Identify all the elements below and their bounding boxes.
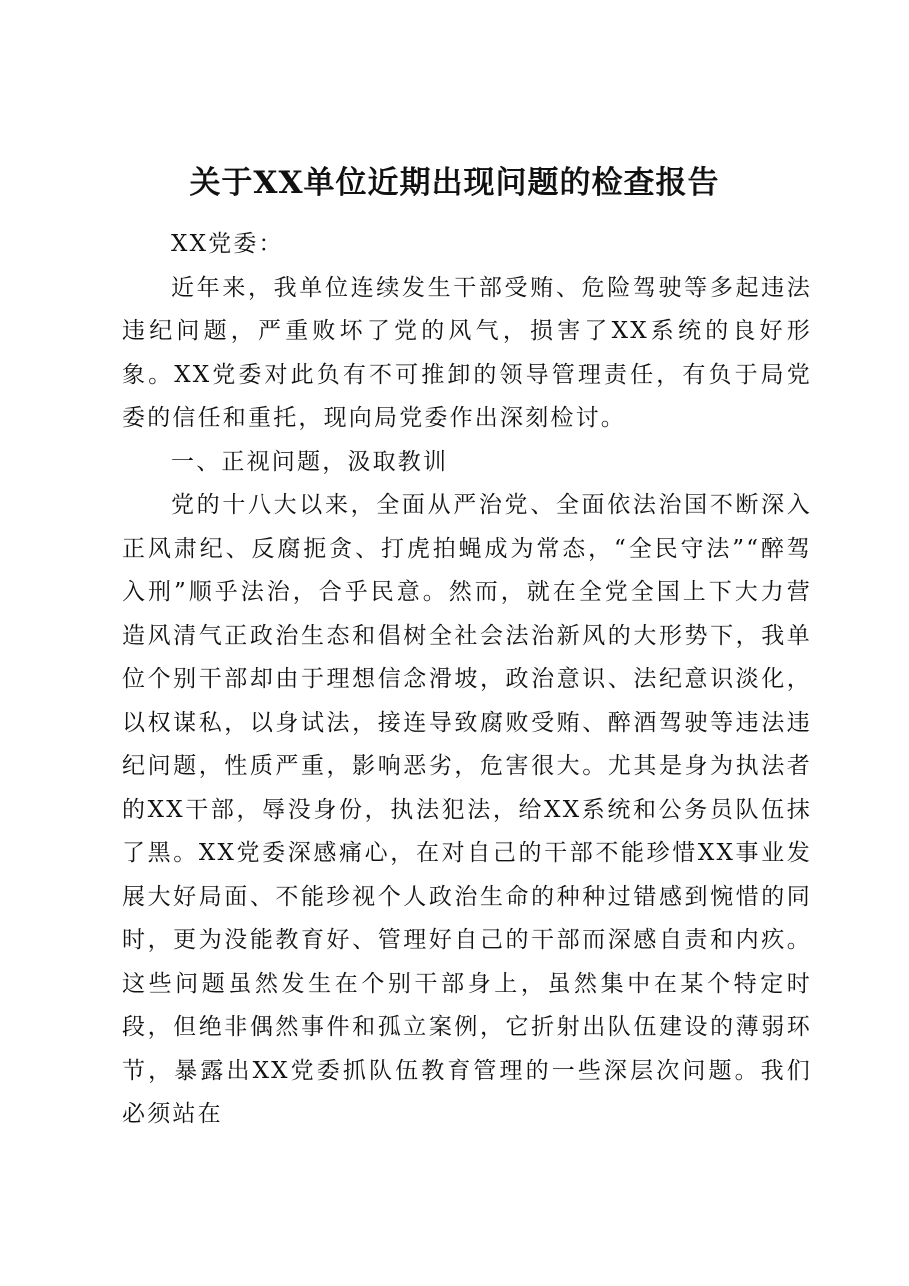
salutation: XX党委： [171,231,284,257]
paragraph-section-1: 党的十八大以来，全面从严治党、全面依法治国不断深入正风肃纪、反腐扼贪、打虎拍蝇成为常态，“全民守法”“醉驾入刑”顺乎法治，合乎民意。然而，就在全党全国上下大力营造风清气正政治生态和倡树全社会法治新风的大形势下，我单位个别干部却由于理想信念滑坡，政治意识、法纪意识淡化，以权谋私，以身试法，接连导致腐败受贿、醉酒驾驶等违法违纪问题，性质严重，影响恶劣，危害很大。尤其是身为执法者的XX干部，辱没身份，执法犯法，给XX系统和公务员队伍抹了黑。XX党委深感痛心，在对自己的干部不能珍惜XX事业发展大好局面、不能珍视个人政治生命的种种过错感到惋惜的同时，更为没能教育好、管理好自己的干部而深感自责和内疚。这些问题虽然发生在个别干部身上，虽然集中在某个特定时段，但绝非偶然事件和孤立案例，它折射出队伍建设的薄弱环节，暴露出XX党委抓队伍教育管理的一些深层次问题。我们必须站在 [122,492,812,1127]
document-body [122,223,812,1137]
section-heading-1: 一、正视问题，汲取教训 [171,448,449,475]
document-title: 关于XX单位近期出现问题的检查报告 [189,165,720,201]
paragraph-intro: 近年来，我单位连续发生干部受贿、危险驾驶等多起违法违纪问题，严重败坏了党的风气，损害了XX系统的良好形象。XX党委对此负有不可推卸的领导管理责任，有负于局党委的信任和重托，现向局党委作出深刻检讨。 [122,274,812,431]
